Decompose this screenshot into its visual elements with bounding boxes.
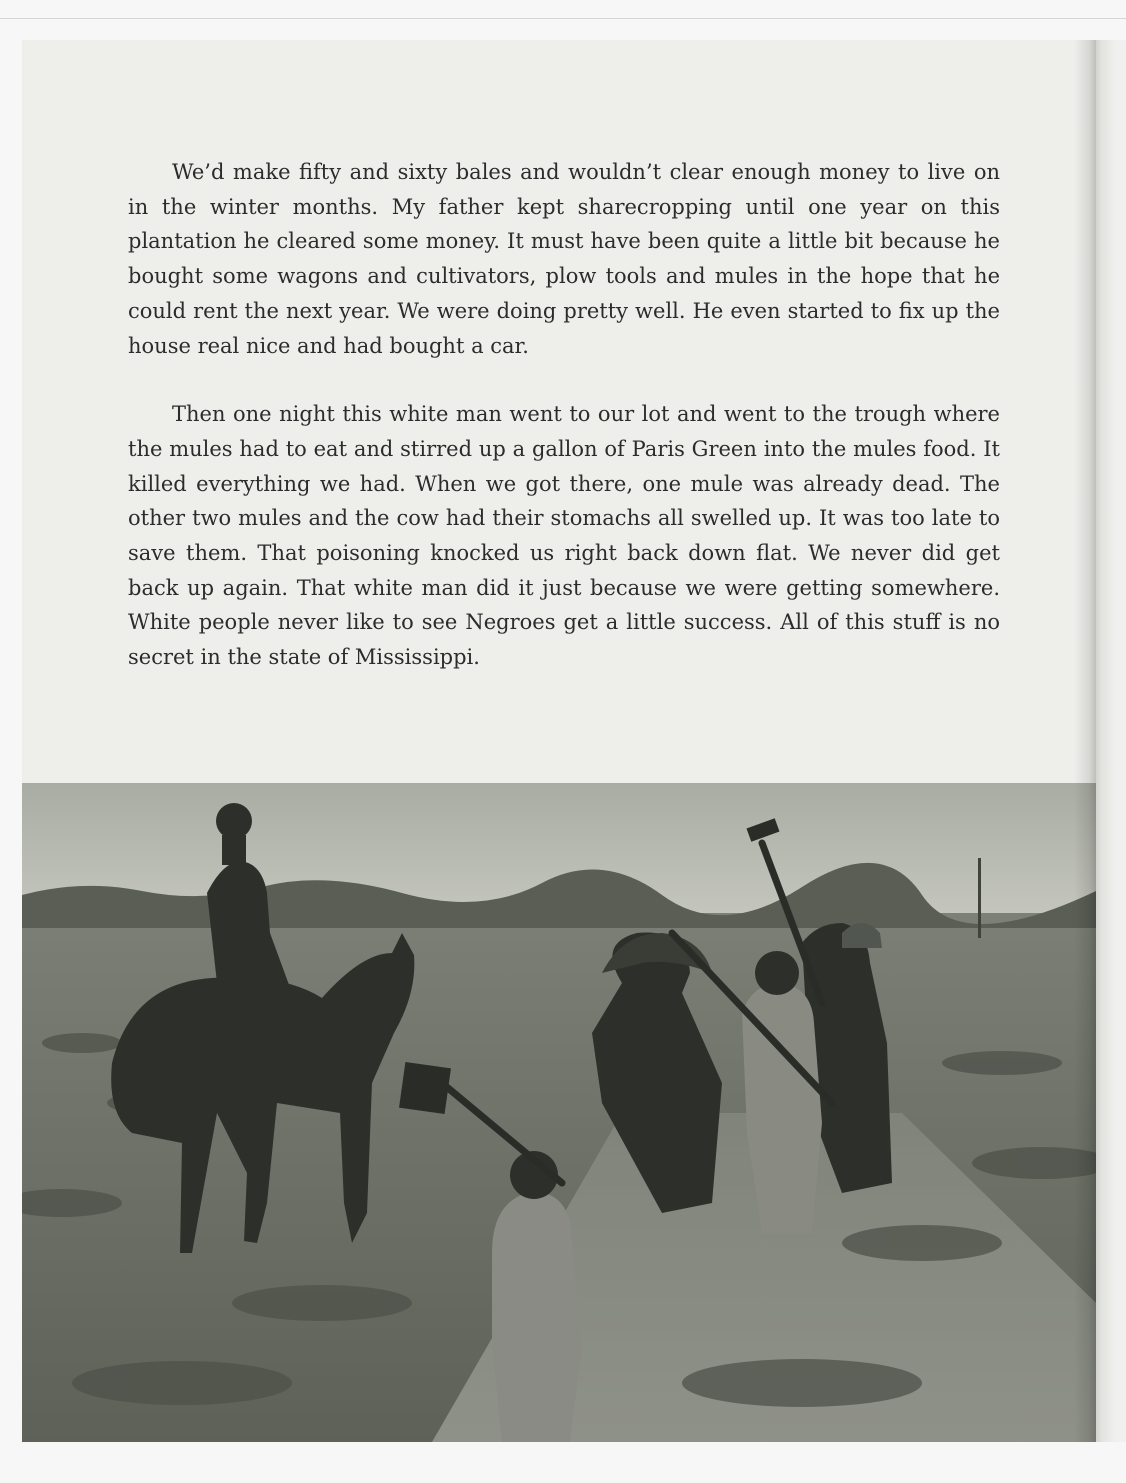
field-workers-photograph: [22, 783, 1096, 1442]
viewer-top-border: [0, 18, 1126, 19]
adjacent-page-edge: [1096, 40, 1126, 1442]
paragraph-1: We’d make fifty and sixty bales and wouldn’t clear enough money to live on in the winter months. My father kept sharecropping until one year on this plantation he cleared some money. It must have been quite a little bit because he bought some wagons and cultivators, plow tools and mules in the hope that he could rent the next year. We were doing pretty well. He even started to fix up the house real nice and had bought a car.: [128, 160, 1000, 358]
book-page: [22, 40, 1096, 1442]
page-text: [128, 155, 1000, 675]
paragraph-2: Then one night this white man went to our lot and went to the trough where the mules had to eat and stirred up a gallon of Paris Green into the mules food. It killed everything we had. When we got there, one mule was already dead. The other two mules and the cow had their stomachs all swelled up. It was too late to save them. That poisoning knocked us right back down flat. We never did get back up again. That white man did it just because we were getting somewhere. White people never like to see Negroes get a little success. All of this stuff is no secret in the state of Mississippi.: [128, 402, 1000, 670]
